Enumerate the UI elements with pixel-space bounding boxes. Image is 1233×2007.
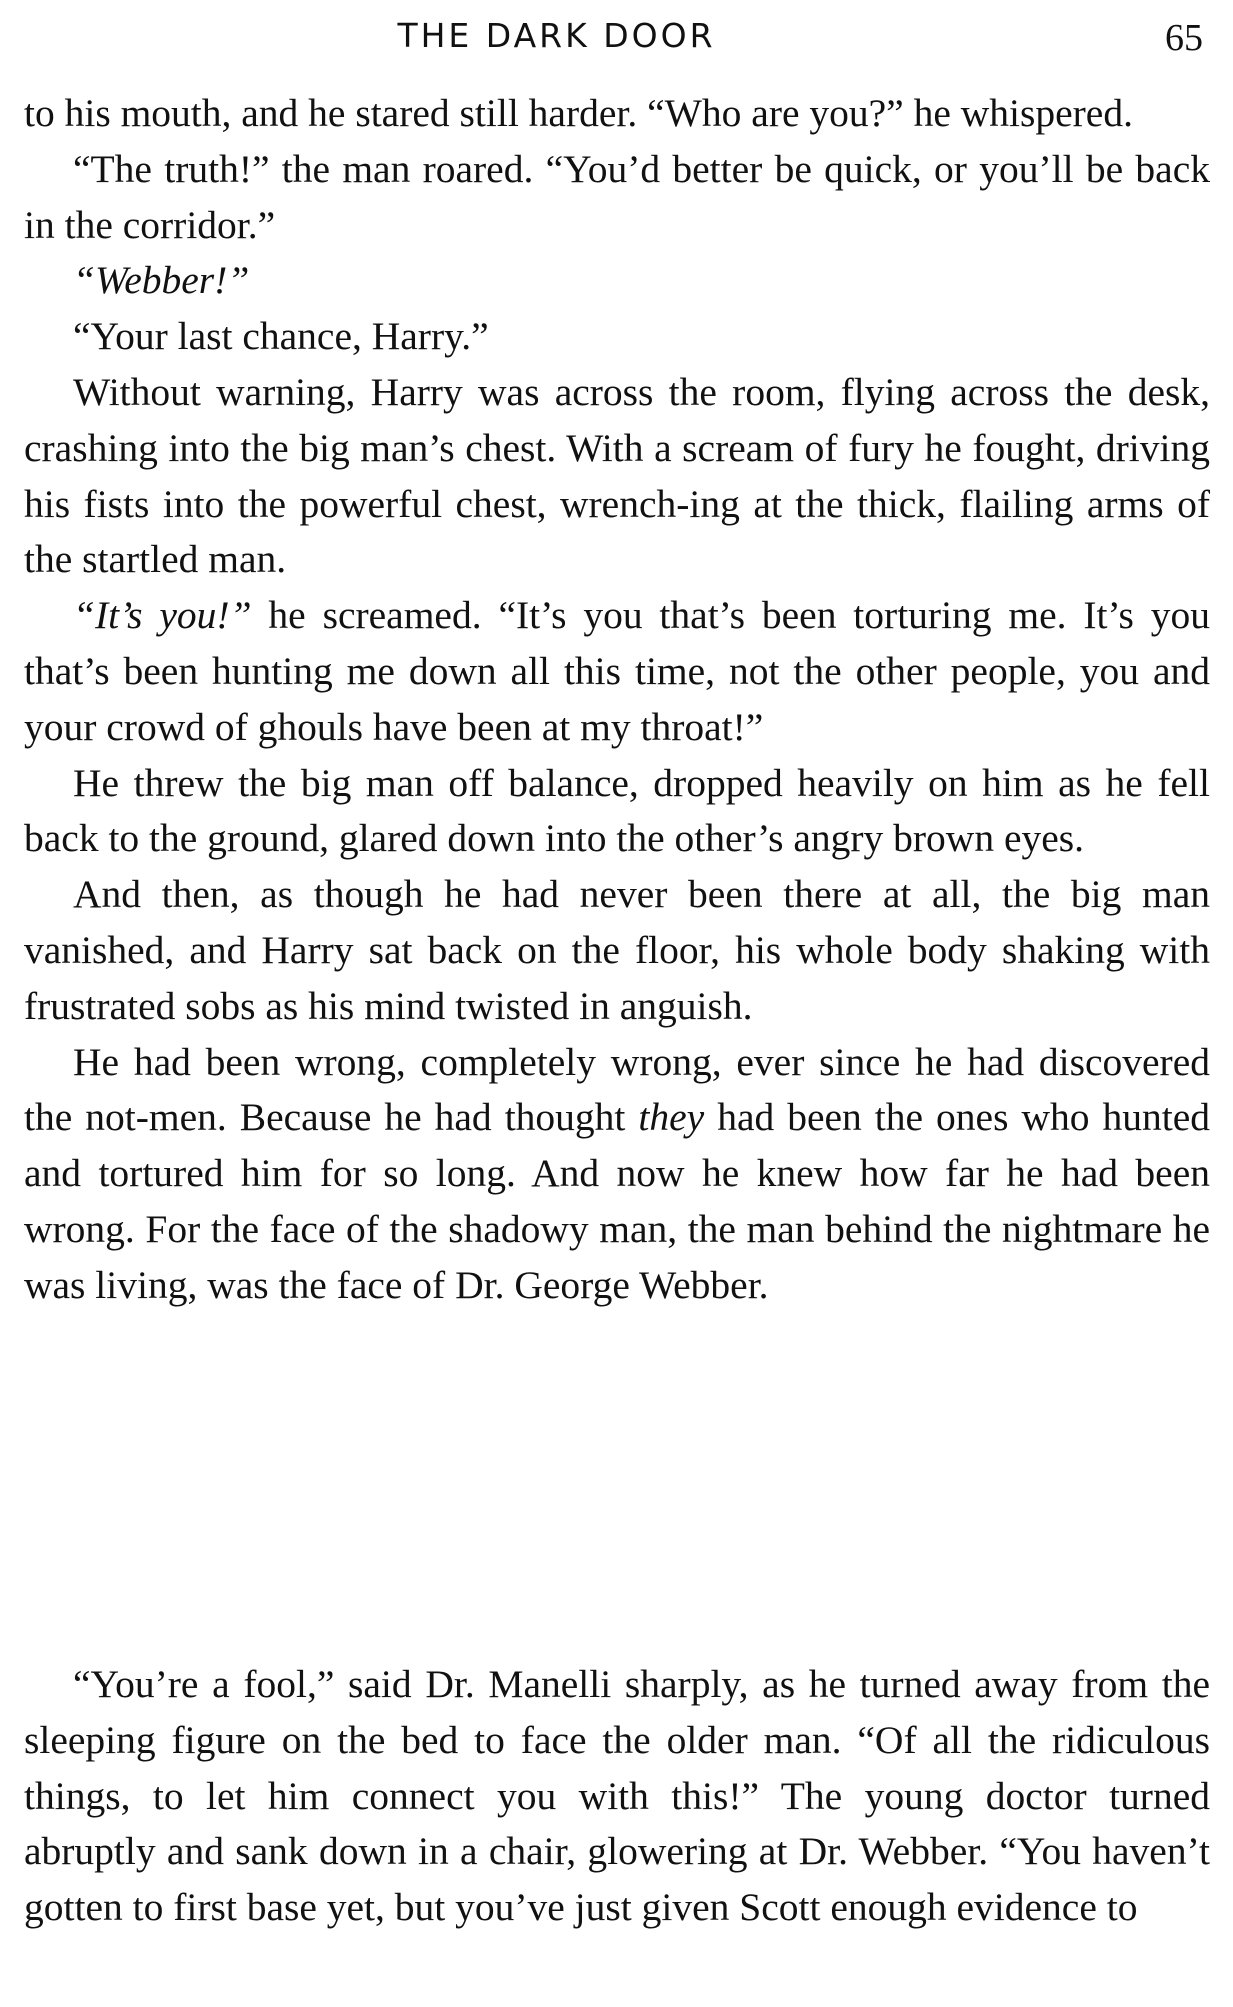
paragraph-text: He had been wrong, completely wrong, ever since he had discovered the not-men. Because he had thought xyxy=(24,1039,1210,1140)
italic-word: they xyxy=(638,1095,705,1140)
text-section-1 xyxy=(24,86,1210,1314)
paragraph: “Your last chance, Harry.” xyxy=(73,314,489,359)
paragraph-text: had been the ones who hunted and tortured him for so long. And now he knew how far he had been wrong. For the face of the shadowy man, the man behind the nightmare he was living, was the face of Dr. George Webber. xyxy=(24,1095,1210,1307)
page-number: 65 xyxy=(1165,17,1203,59)
paragraph: He threw the big man off balance, dropped heavily on him as he fell back to the ground, glared down into the other’s angry brown eyes. xyxy=(24,760,1210,861)
paragraph: And then, as though he had never been there at all, the big man vanished, and Harry sat back on the floor, his whole body shaking with frustrated sobs as his mind twisted in anguish. xyxy=(24,872,1210,1028)
paragraph: to his mouth, and he stared still harder. “Who are you?” he whispered. xyxy=(24,91,1133,135)
italic-dialogue: “It’s you!” xyxy=(73,593,252,638)
running-title: THE DARK DOOR xyxy=(397,16,716,55)
paragraph xyxy=(24,253,1210,309)
italic-dialogue: “Webber!” xyxy=(73,258,250,303)
page-header xyxy=(0,8,1233,64)
text-section-2 xyxy=(24,1657,1210,1936)
paragraph: “The truth!” the man roared. “You’d better be quick, or you’ll be back in the corridor.” xyxy=(24,146,1210,247)
paragraph: Without warning, Harry was across the room, flying across the desk, crashing into the big man’s chest. With a scream of fury he fought, driving his fists into the powerful chest, wrench-ing at the thick, flailing arms of the startled man. xyxy=(24,369,1210,582)
paragraph-text: he screamed. “It’s you that’s been torturing me. It’s you that’s been hunting me down all this time, not the other people, you and your crowd of ghouls have been at my throat!” xyxy=(24,593,1210,749)
paragraph xyxy=(24,588,1210,755)
paragraph xyxy=(24,1035,1210,1314)
paragraph: “You’re a fool,” said Dr. Manelli sharply, as he turned away from the sleeping figure on the bed to face the older man. “Of all the ridiculous things, to let him connect you with this!” The young doctor turned abruptly and sank down in a chair, glowering at Dr. Webber. “You haven’t gotten to first base yet, but you’ve just given Scott enough evidence to xyxy=(24,1662,1210,1930)
